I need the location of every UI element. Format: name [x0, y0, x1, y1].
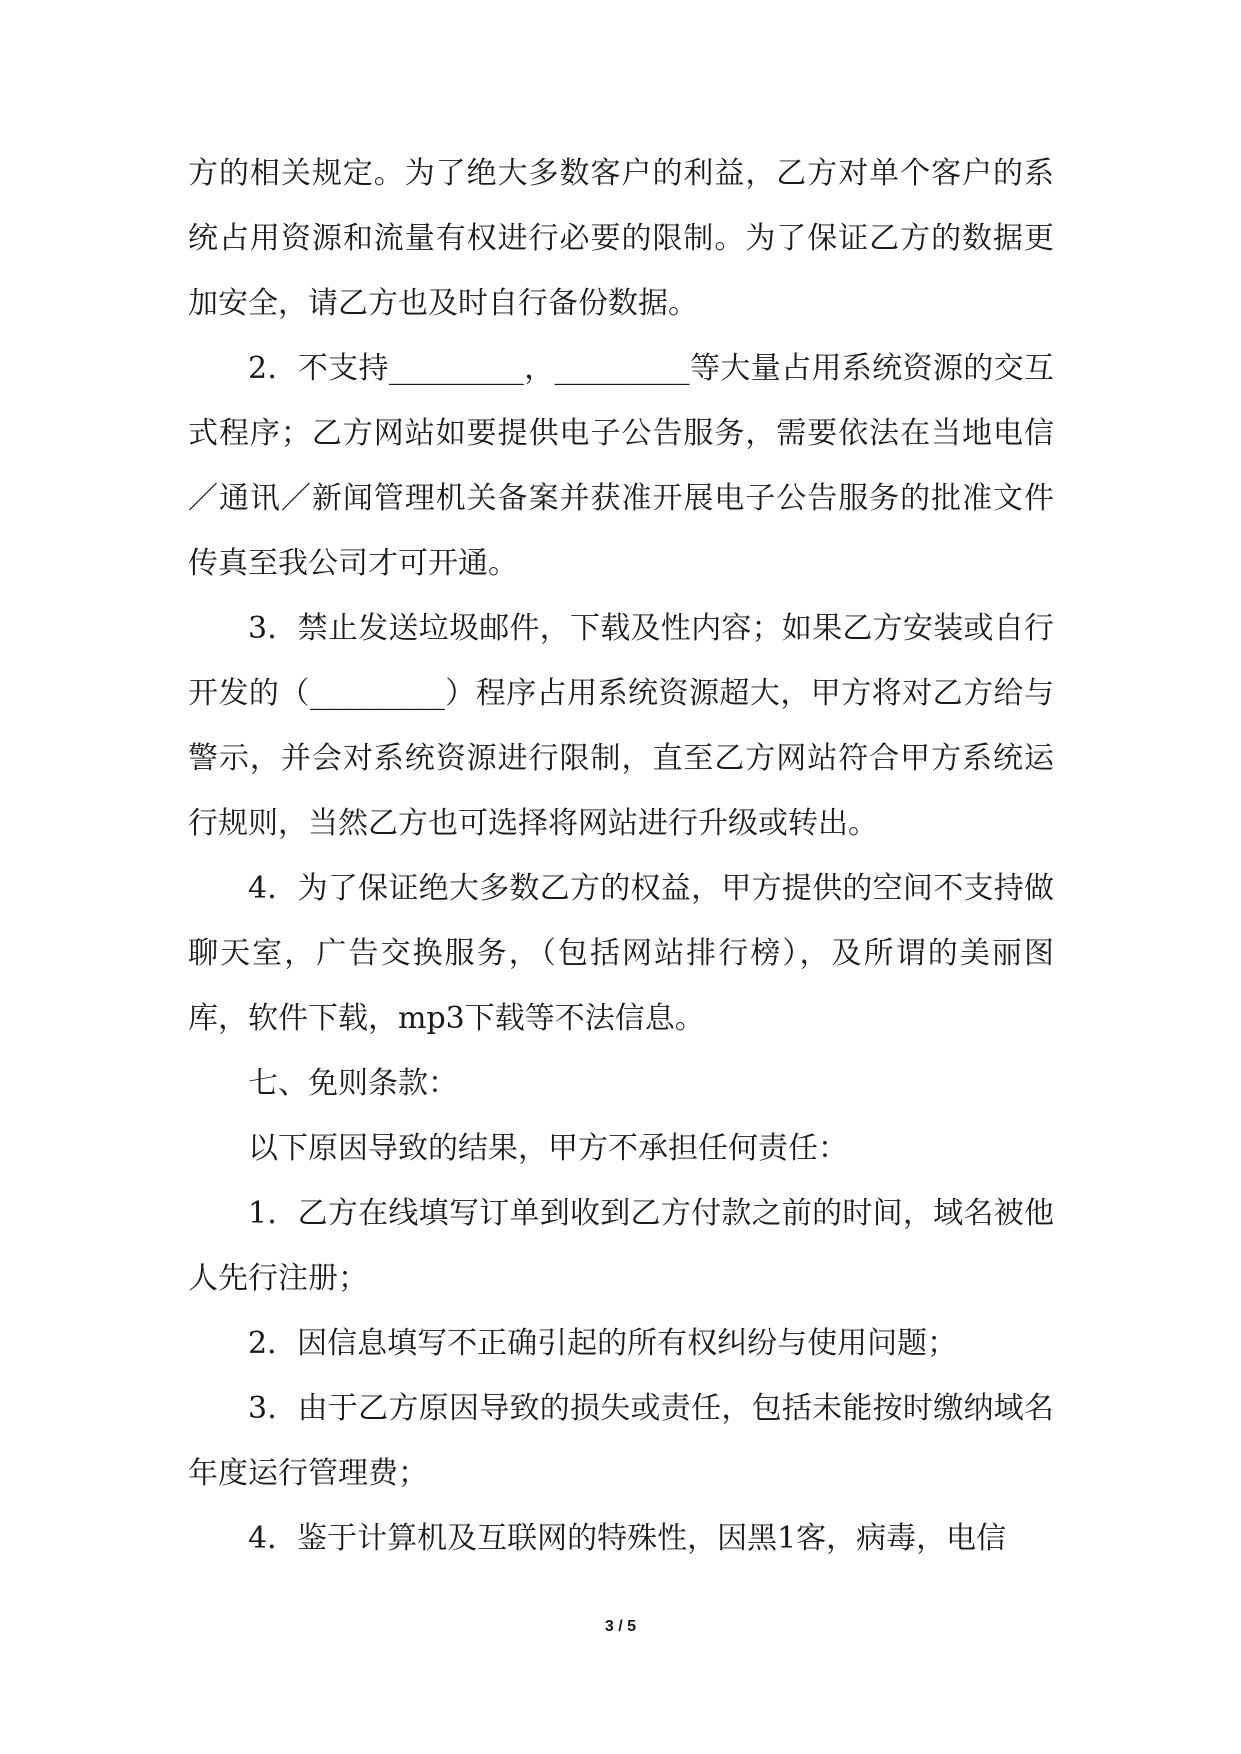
paragraph-item-4: 4．为了保证绝大多数乙方的权益，甲方提供的空间不支持做聊天室，广告交换服务，（包括网站排行榜），及所谓的美丽图库，软件下载，mp3下载等不法信息。	[188, 871, 1054, 1036]
paragraph-clause-3: 3．由于乙方原因导致的损失或责任，包括未能按时缴纳域名年度运行管理费；	[188, 1391, 1054, 1491]
section-heading-disclaimer: 七、免则条款：	[248, 1066, 458, 1101]
paragraph-clause-4: 4．鉴于计算机及互联网的特殊性，因黑1客，病毒，电信	[248, 1521, 1007, 1556]
paragraph-clause-2: 2．因信息填写不正确引起的所有权纠纷与使用问题；	[248, 1326, 958, 1361]
paragraph-item-2: 2．不支持_________，_________等大量占用系统资源的交互式程序；乙方网站如要提供电子公告服务，需要依法在当地电信／通讯／新闻管理机关备案并获准开展电子公告服务的批准文件传真至我公司才可开通。	[188, 351, 1054, 581]
document-body	[188, 141, 1054, 1571]
paragraph-continuation: 方的相关规定。为了绝大多数客户的利益，乙方对单个客户的系统占用资源和流量有权进行必要的限制。为了保证乙方的数据更加安全，请乙方也及时自行备份数据。	[188, 156, 1054, 321]
page-number: 3 / 5	[604, 1618, 637, 1635]
paragraph-item-3: 3．禁止发送垃圾邮件，下载及性内容；如果乙方安装或自行开发的（_________）程序占用系统资源超大，甲方将对乙方给与警示，并会对系统资源进行限制，直至乙方网站符合甲方系统运行规则，当然乙方也可选择将网站进行升级或转出。	[188, 611, 1054, 841]
paragraph-intro: 以下原因导致的结果，甲方不承担任何责任：	[248, 1131, 848, 1166]
paragraph-clause-1: 1．乙方在线填写订单到收到乙方付款之前的时间，域名被他人先行注册；	[188, 1196, 1054, 1296]
